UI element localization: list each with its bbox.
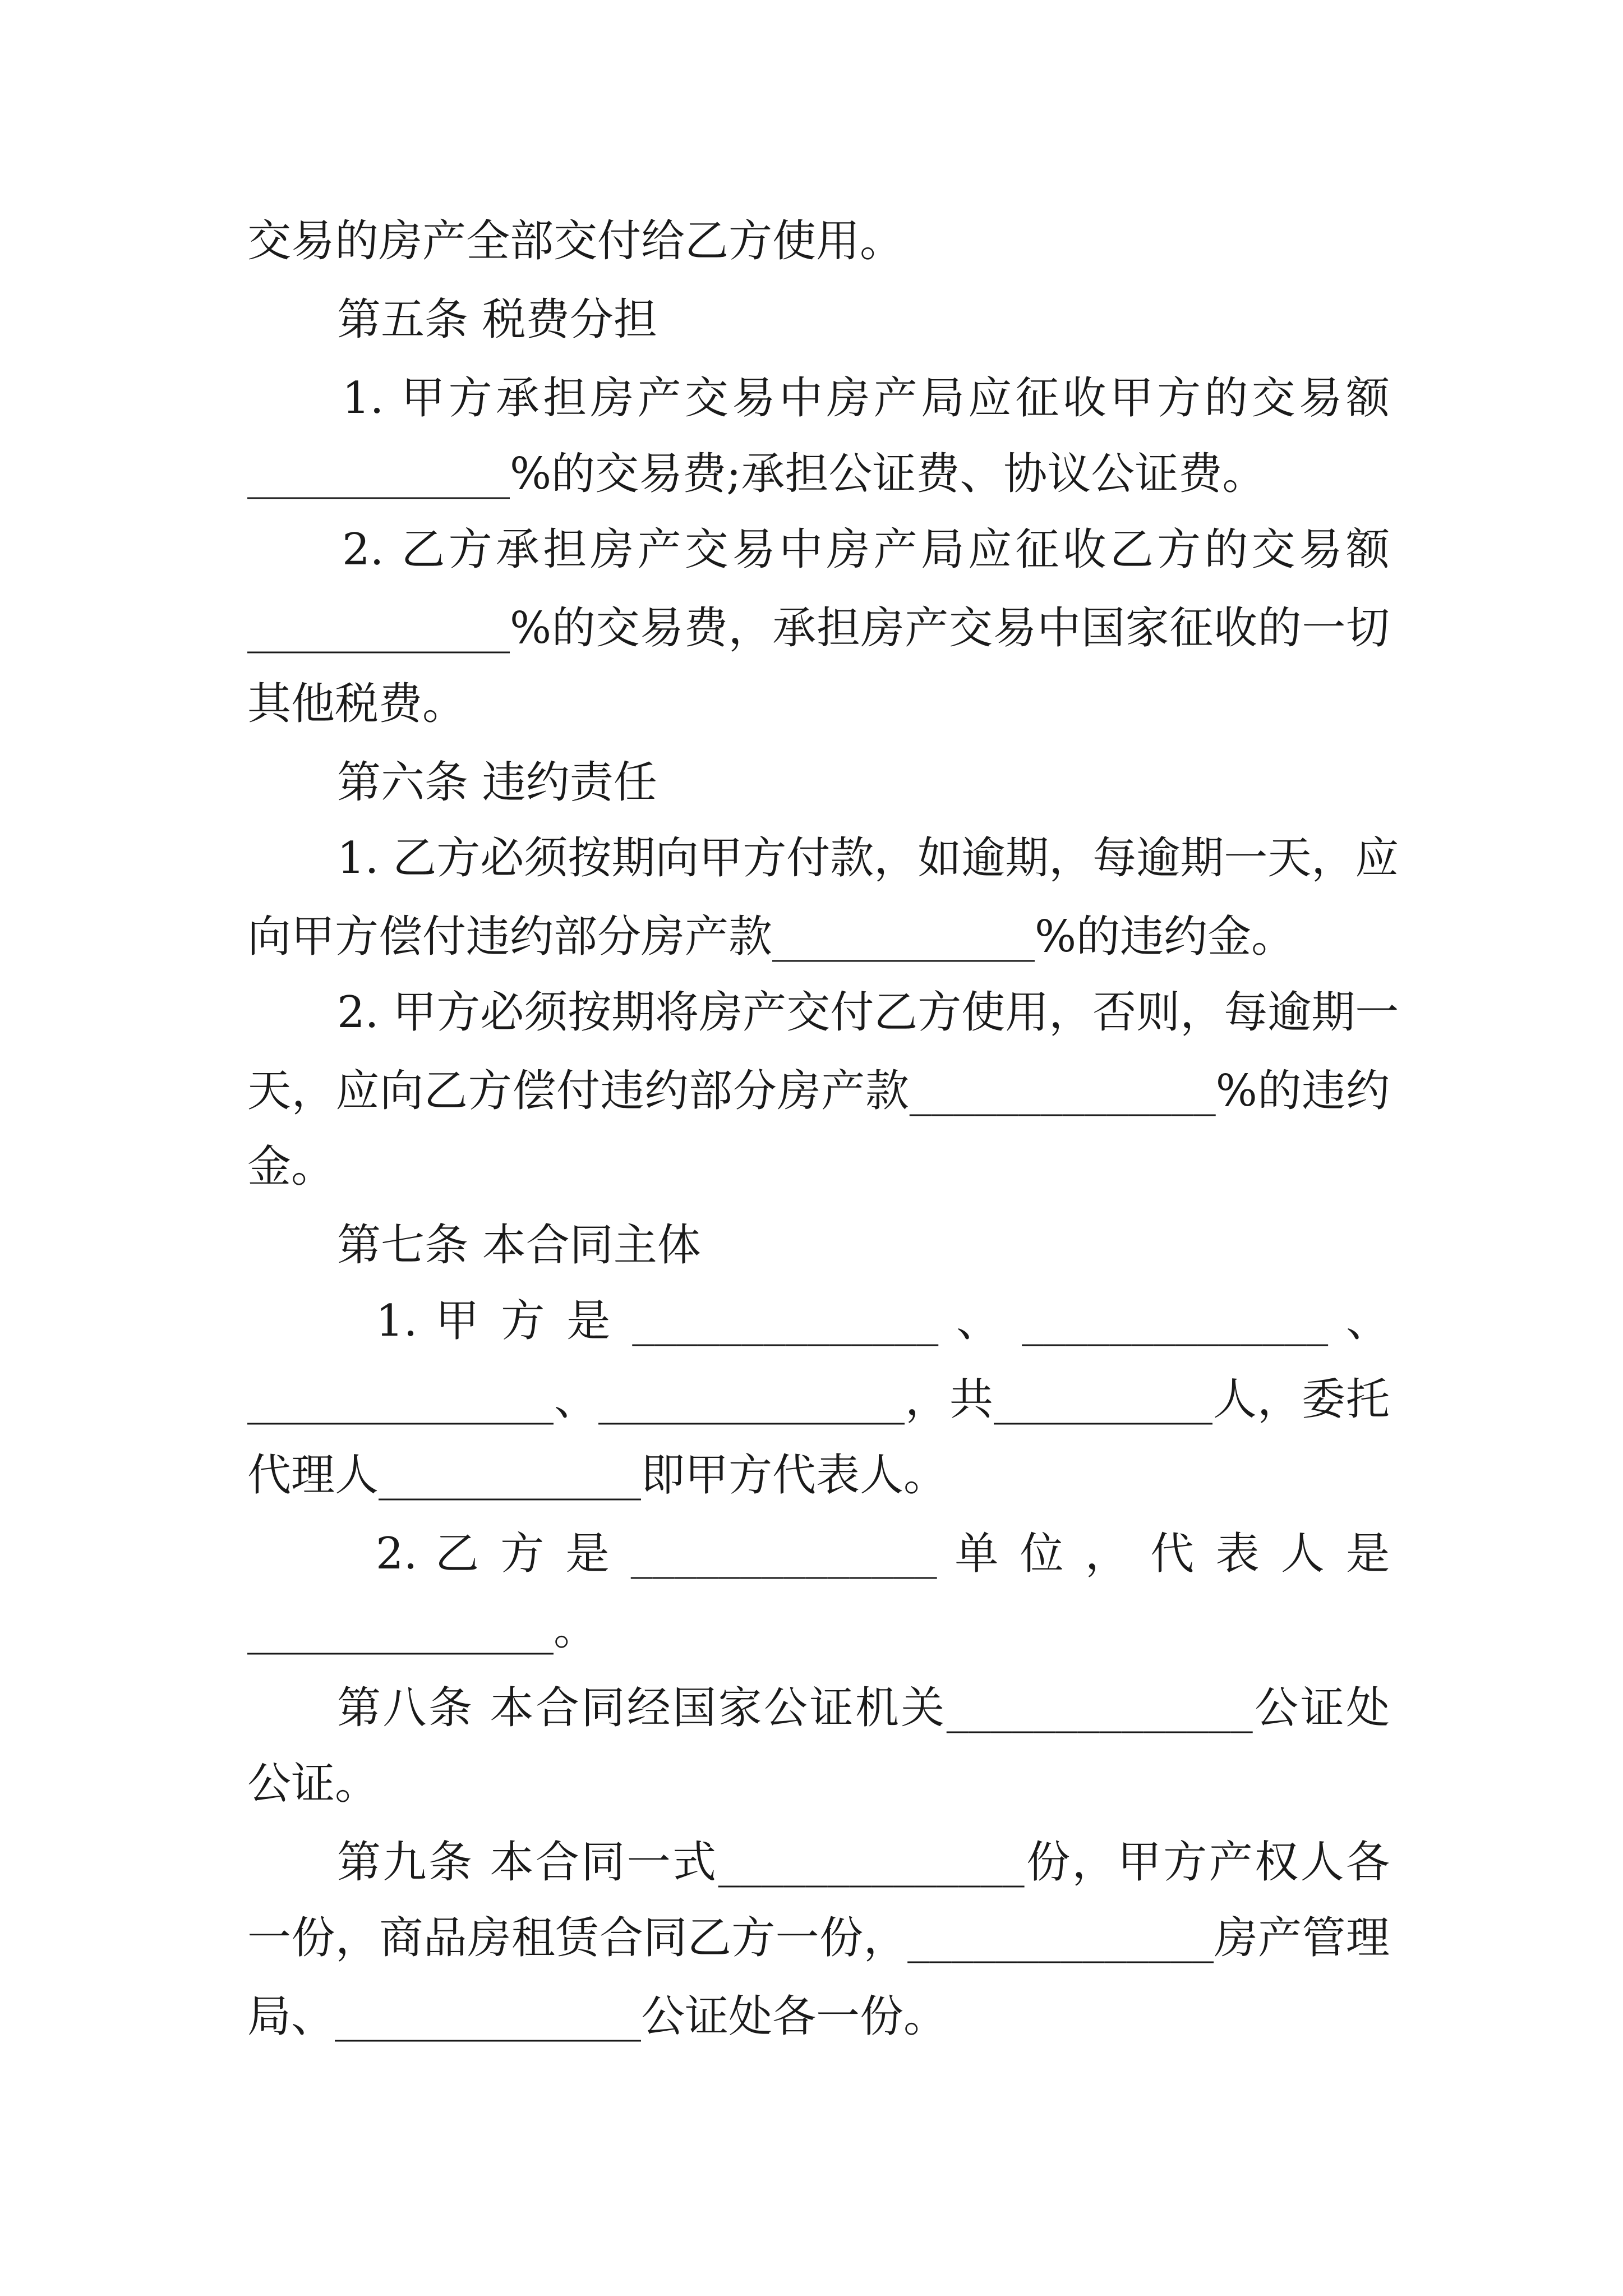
article-heading: 第七条 本合同主体 <box>337 1220 701 1271</box>
article-heading: 第五条 税费分担 <box>337 295 657 345</box>
text-line: 金。 <box>247 1142 335 1192</box>
text-line: 交易的房产全部交付给乙方使用。 <box>247 216 904 266</box>
text-line: 1. 甲 方 是 ______________ 、 ______________ 、 <box>376 1296 1390 1346</box>
article-heading: 第九条 本合同一式______________份，甲方产权人各 <box>337 1837 1390 1888</box>
text-line: 2. 乙 方 是 ______________ 单 位 ， 代 表 人 是 <box>376 1529 1390 1579</box>
text-line: 2. 乙方承担房产交易中房产局应征收乙方的交易额 <box>342 524 1390 575</box>
article-heading: 第八条 本合同经国家公证机关______________公证处 <box>337 1683 1390 1733</box>
text-line: 天，应向乙方偿付违约部分房产款______________%的违约 <box>247 1066 1390 1116</box>
text-line: ____________%的交易费，承担房产交易中国家征收的一切 <box>247 603 1390 654</box>
text-line: 2. 甲方必须按期将房产交付乙方使用，否则，每逾期一 <box>337 987 1399 1038</box>
text-line: 局、______________公证处各一份。 <box>247 1991 948 2042</box>
text-line: 公证。 <box>247 1759 379 1809</box>
text-line: 向甲方偿付违约部分房产款____________%的违约金。 <box>247 912 1295 962</box>
text-line: ______________、______________，共__________人，委托 <box>247 1374 1390 1425</box>
text-line: 一份，商品房租赁合同乙方一份，______________房产管理 <box>247 1913 1390 1963</box>
text-line: ____________%的交易费;承担公证费、协议公证费。 <box>247 449 1266 499</box>
text-line: 1. 乙方必须按期向甲方付款，如逾期，每逾期一天，应 <box>337 833 1399 884</box>
text-line: 1. 甲方承担房产交易中房产局应征收甲方的交易额 <box>342 373 1390 424</box>
text-line: ______________。 <box>247 1604 598 1655</box>
text-line: 其他税费。 <box>247 679 467 729</box>
text-line: 代理人____________即甲方代表人。 <box>247 1450 948 1501</box>
article-heading: 第六条 违约责任 <box>337 757 657 808</box>
